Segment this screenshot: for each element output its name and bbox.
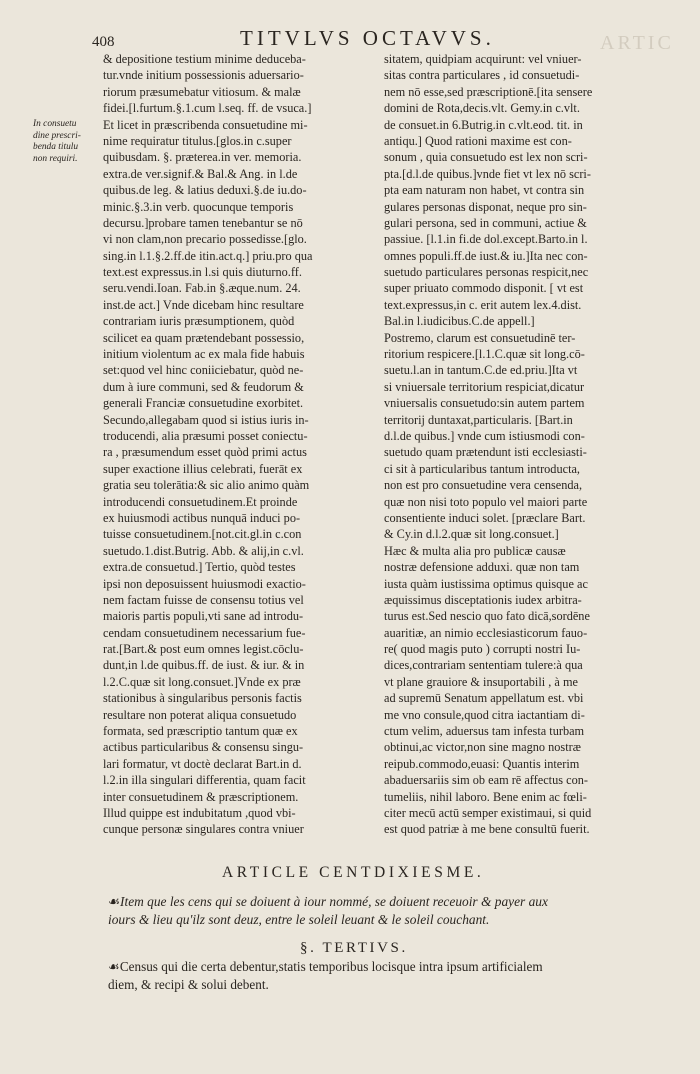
text-line: actibus particularibus & consensu singu- [103, 740, 304, 755]
text-line: nime requiratur titulus.[glos.in c.super [103, 133, 292, 148]
text-line: antiqu.] Quod rationi maxime est con- [384, 133, 572, 148]
margin-note-line: In consuetu [33, 119, 77, 129]
text-line: text.est expressus.in l.si quis diuturno.ff. [103, 265, 302, 280]
text-line: riorum præsumebatur vitiosum. & malæ [103, 84, 301, 99]
text-line: ra , præsumendum esset quòd primi actus [103, 445, 307, 460]
text-line: stationibus à singularibus personis factis [103, 691, 302, 706]
text-line: maioris partis populi,vti sane ad introdu- [103, 609, 304, 624]
text-line: fidei.[l.furtum.§.1.cum l.seq. ff. de vsuca.] [103, 101, 312, 116]
text-line: lari formatur, vt doctè declarat Bart.in d. [103, 756, 302, 771]
text-line: nem nō esse,sed præscriptionē.[ita sensere [384, 84, 593, 99]
text-line: nem factam fuisse de consensu totius vel [103, 592, 304, 607]
french-line-text: Item que les cens qui se doiuent à iour nommé, se doiuent receuoir & payer aux [120, 894, 548, 909]
text-line: set:quod vel hinc coniiciebatur, quòd ne- [103, 363, 304, 378]
text-line: abaduersariis sim ob eam rē affectus con- [384, 773, 588, 788]
text-line: re( quod magis puto ) corrupti nostri Iu- [384, 642, 581, 657]
text-line: non est pro consuetudine vera censenda, [384, 478, 583, 493]
pilcrow-ornament: ☙ [108, 959, 120, 974]
tertius-heading: §. TERTIVS. [300, 940, 408, 956]
text-line: nostræ defensione adduxi. quæ non tam [384, 560, 580, 575]
text-line: ci sit à particularibus tantum introducta, [384, 461, 581, 476]
text-line: d.l.de quibus.] vnde cum istiusmodi con- [384, 428, 585, 443]
text-line: dum à iure communi, sed & feudorum & [103, 379, 304, 394]
text-line: sitatem, quidpiam acquirunt: vel vniuer- [384, 52, 582, 66]
text-line: gratia seu tolerātia:& sic alio animo quàm [103, 478, 310, 493]
text-line: sing.in l.1.§.2.ff.de itin.act.q.] priu.pro qua [103, 248, 313, 263]
text-line: passiue. [l.1.in fi.de dol.except.Barto.in l. [384, 232, 588, 247]
margin-note-line: benda titulu [33, 142, 79, 153]
text-line: Hæc & multa alia pro publicæ causæ [384, 543, 566, 558]
left-column [103, 51, 312, 838]
text-line: super exactione illius celebrati, fuerāt ex [103, 461, 303, 476]
text-line: sonum , quia consuetudo est lex non scri- [384, 150, 588, 165]
text-line: ex huiusmodi actibus nunquā induci po- [103, 510, 301, 525]
tertius-text [108, 958, 543, 993]
text-line: extra.de consuetud.] Tertio, quòd testes [103, 560, 296, 575]
text-line: Secundo,allegabam quod si istius iuris in- [103, 412, 309, 427]
pilcrow-ornament: ☙ [108, 894, 121, 909]
text-line: cunque personæ singulares contra vniuer [103, 822, 304, 837]
text-line: inst.de act.] Vnde dicebam hinc resultare [103, 297, 304, 312]
text-line: auaritiæ, an nimio ecclesiasticorum fauo- [384, 625, 588, 640]
text-line: super priuato commodo disponit. [ vt est [384, 281, 584, 296]
text-line: æquissimus disceptationis iudex arbitra- [384, 592, 582, 607]
text-line: dices,contrariam sententiam tulere:à qua [384, 658, 583, 673]
text-line: suetudo.1.dist.Butrig. Abb. & alij,in c.vl. [103, 543, 304, 558]
text-line: Bal.in l.iudicibus.C.de appell.] [384, 314, 535, 329]
margin-note-line: non requiri. [33, 153, 78, 164]
text-line: consentiente induci solet. [præclare Bart. [384, 510, 586, 525]
text-line: & Cy.in d.l.2.quæ sit long.consuet.] [384, 527, 559, 542]
text-line: citer mecū actū semper existimaui, si quid [384, 805, 592, 820]
text-line: pta eam naturam non habet, vt contra sin [384, 183, 585, 198]
text-line: si vniuersale territorium respiciat,dicatur [384, 379, 585, 394]
text-line: vi non clam,non precario possedisse.[glo. [103, 232, 307, 247]
text-line: sitas contra particulares , id consuetudi- [384, 68, 580, 83]
text-line: formata, sed præscriptio tantum quæ ex [103, 724, 298, 739]
text-line: reipub.commodo,euasi: Quantis interim [384, 756, 580, 771]
text-line: gulares personas disponat, neque pro sin- [384, 199, 587, 214]
text-line: tumeliis, nihil laboro. Bene enim ac fœli- [384, 789, 587, 804]
text-line: l.2.C.quæ sit long.consuet.]Vnde ex præ [103, 674, 301, 689]
french-line [108, 893, 548, 911]
text-line: suetudo quam prætendunt isti ecclesiasti- [384, 445, 587, 460]
text-line: & depositione testium minime deduceba- [103, 52, 306, 66]
text-line: decursu.]probare tamen tenebantur se nō [103, 215, 303, 230]
margin-note-line: dine prescri- [33, 130, 81, 141]
margin-note [33, 119, 81, 165]
text-line: quibus.de leg. & latius deduxi.§.de iu.do- [103, 183, 307, 198]
text-line: scilicet ea quam prætendebant possessio, [103, 330, 305, 345]
bleed-through-text: ARTIC [600, 32, 674, 54]
text-line: contrariam iuris præsumptionem, quòd [103, 314, 295, 329]
text-line: introducendi consuetudinem.Et proinde [103, 494, 298, 509]
text-line: suetudo particulares personas respicit,nec [384, 265, 589, 280]
tertius-line-text: Census qui die certa debentur,statis temporibus locisque intra ipsum artificialem [119, 959, 543, 974]
section-title: ARTICLE CENTDIXIESME. [222, 864, 485, 881]
text-line: gulari persona, sed in communi, actiue & [384, 215, 587, 230]
tertius-line: diem, & recipi & solui debent. [108, 976, 269, 992]
text-line: troducendi, alia præsumi posset coniectu- [103, 428, 308, 443]
text-line: initium violentum ac ex mala fide habuis [103, 347, 305, 362]
text-line: minic.§.3.in verb. quocunque temporis [103, 199, 294, 214]
text-line: resultare non poterat aliqua consuetudo [103, 707, 297, 722]
text-line: ipsi non deposuissent huiusmodi exactio- [103, 576, 306, 591]
text-line: ad supremū Senatum appellatum est. vbi [384, 691, 584, 706]
text-line: Et licet in præscribenda consuetudine mi- [103, 117, 308, 132]
text-line: pta.[d.l.de quibus.]vnde fiet vt lex nō scri- [384, 166, 591, 181]
text-line: de consuet.in 6.Butrig.in c.vlt.eod. tit. in [384, 117, 583, 132]
text-line: turus est.Sed nescio quo fato dicā,sordēne [384, 609, 590, 624]
text-line: Illud quippe est indubitatum ,quod vbi- [103, 805, 296, 820]
text-line: inter consuetudinem & præscriptionem. [103, 789, 299, 804]
text-line: domini de Rota,decis.vlt. Gemy.in c.vlt. [384, 101, 580, 116]
text-line: quæ non nisi toto populo vel maiori parte [384, 494, 588, 509]
text-line: me vno consule,quod citra iactantiam di- [384, 707, 585, 722]
text-line: cendam consuetudinem necessarium fue- [103, 625, 306, 640]
text-line: extra.de ver.signif.& Bal.& Ang. in l.de [103, 166, 298, 181]
text-line: suetu.l.an in tantum.C.de ed.priu.]Ita vt [384, 363, 578, 378]
running-head: TITVLVS OCTAVVS. [240, 26, 495, 50]
text-line: tuisse consuetudinem.[not.cit.gl.in c.con [103, 527, 302, 542]
text-line: generali Franciæ consuetudine exorbitet. [103, 396, 304, 411]
text-line: ctum velim, aduersus tam infesta turbam [384, 724, 585, 739]
tertius-line [108, 958, 543, 976]
text-line: text.expressus,in c. erit autem lex.4.dist. [384, 297, 582, 312]
french-line: iours & lieu qu'ilz sont deuz, entre le soleil leuant & le soleil couchant. [108, 911, 490, 927]
page-number: 408 [92, 34, 115, 50]
text-line: tur.vnde initium possessionis aduersario- [103, 68, 304, 83]
text-line: rat.[Bart.& post eum omnes legist.cōclu- [103, 642, 304, 657]
text-line: seru.vendi.Ioan. Fab.in §.æque.num. 24. [103, 281, 301, 296]
text-line: territorij duntaxat,particularis. [Bart.in [384, 412, 573, 427]
french-article-text [108, 893, 548, 928]
text-line: l.2.in illa singulari differentia, quam facit [103, 773, 306, 788]
text-line: Postremo, clarum est consuetudinē ter- [384, 330, 576, 345]
text-line: obtinui,ac victor,non sine magno nostræ [384, 740, 581, 755]
text-line: iusta quàm iustissima optimus quisque ac [384, 576, 588, 591]
text-line: dunt,in l.de quibus.ff. de iust. & iur. & in [103, 658, 305, 673]
text-line: vniuersalis consuetudo:sin autem partem [384, 396, 585, 411]
text-line: est quod patriæ à me bene consultū fuerit. [384, 822, 590, 837]
right-column [384, 51, 592, 838]
text-line: ritorium respicere.[l.1.C.quæ sit long.cō- [384, 347, 585, 362]
text-line: omnes populi.ff.de iust.& iu.]Ita nec con- [384, 248, 588, 263]
text-line: quibusdam. §. præterea.in ver. memoria. [103, 150, 302, 165]
text-line: vt plane grauiore & insuportabili , à me [384, 674, 578, 689]
